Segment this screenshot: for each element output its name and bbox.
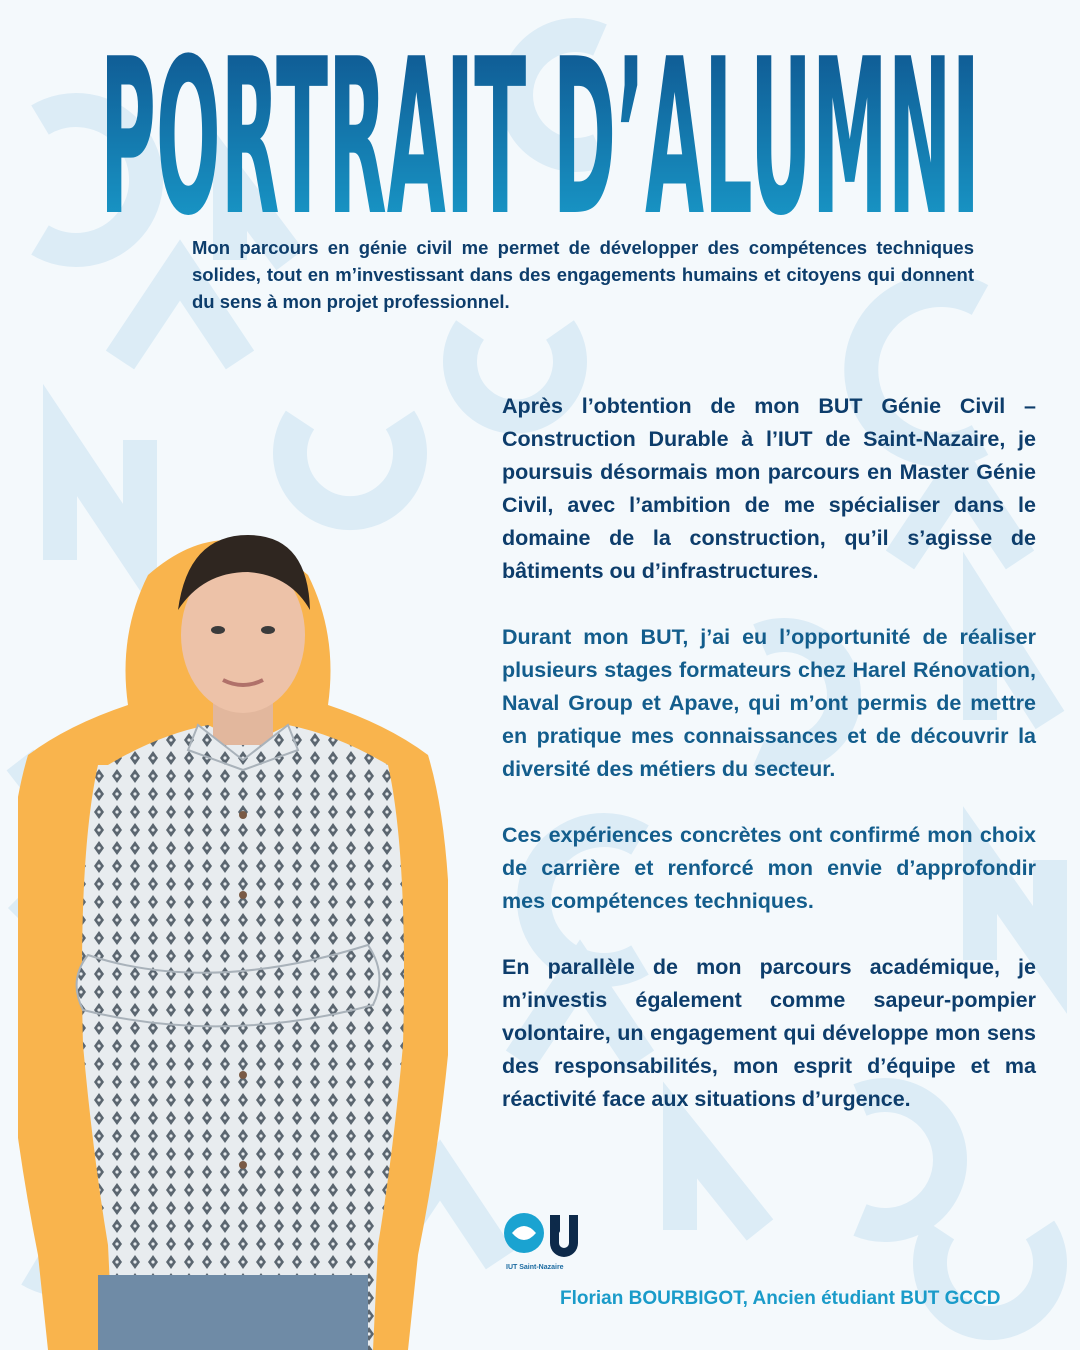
paragraph-internships: Durant mon BUT, j’ai eu l’opportunité de réaliser plusieurs stages formateurs chez Harel Rénovation, Naval Group et Apave, qui m’ont permis de mettre en pratique mes connaissances et de découvrir la diversité des métiers du secteur. — [502, 625, 1036, 781]
portrait-photo — [18, 515, 448, 1350]
intro-text: Mon parcours en génie civil me permet de développer des compétences techniques solides, tout en m’investissant dans des engagements humains et citoyens qui donnent du sens à mon projet professionnel. — [192, 237, 974, 312]
iut-saint-nazaire-logo — [500, 1205, 590, 1285]
page-title — [0, 0, 1080, 225]
paragraph-education: Après l’obtention de mon BUT Génie Civil – Construction Durable à l’IUT de Saint-Nazaire, je poursuis désormais mon parcours en Master Génie Civil, avec l’ambition de me spécialiser dans le domaine de la construction, qu’il s’agisse de bâtiments ou d’infrastructures. — [502, 394, 1036, 583]
body-text — [502, 390, 1036, 1149]
paragraph-experience: Ces expériences concrètes ont confirmé mon choix de carrière et renforcé mon envie d’approfondir mes compétences techniques. — [502, 823, 1036, 913]
page-title-text: PORTRAIT D’ALUMNI — [100, 12, 980, 225]
paragraph-volunteer: En parallèle de mon parcours académique, je m’investis également comme sapeur-pompier volontaire, un engagement qui développe mon sens des responsabilités, mon esprit d’équipe et ma réactivité face aux situations d’urgence. — [502, 955, 1036, 1111]
logo-caption: IUT Saint-Nazaire — [506, 1264, 564, 1271]
signature: Florian BOURBIGOT, Ancien étudiant BUT GCCD — [560, 1288, 1001, 1309]
